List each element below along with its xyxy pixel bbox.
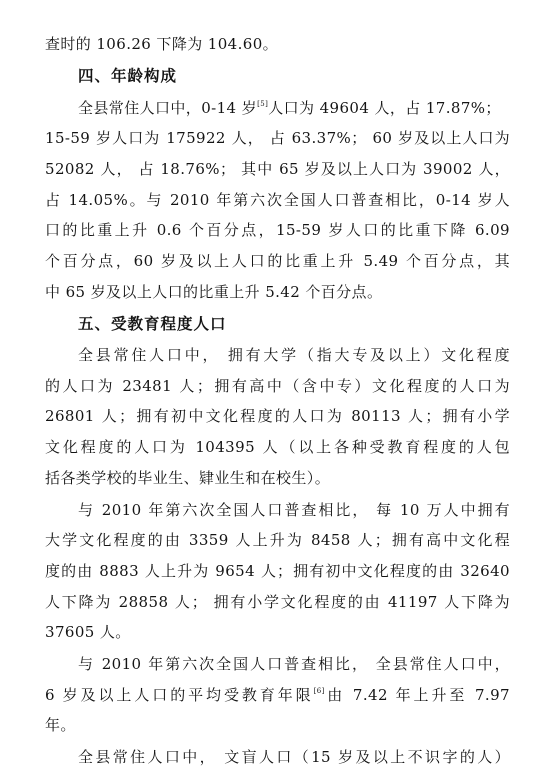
paragraph-line: 与 2010 年第六次全国人口普查相比， 全县常住人口中， xyxy=(78,655,510,673)
paragraph-line: 个百分点，60 岁及以上人口的比重上升 5.49 个百分点，其 xyxy=(45,252,510,270)
paragraph-line: 37605 人。 xyxy=(45,623,131,641)
paragraph-line: 与 2010 年第六次全国人口普查相比， 每 10 万人中拥有 xyxy=(78,501,510,519)
footnote-marker[interactable]: [6] xyxy=(313,687,325,695)
paragraph-line: 全县常住人口中， 拥有大学（指大专及以上）文化程度 xyxy=(78,346,510,364)
paragraph-line: 口的比重上升 0.6 个百分点，15-59 岁人口的比重下降 6.09 xyxy=(45,221,510,239)
paragraph-line: 26801 人；拥有初中文化程度的人口为 80113 人；拥有小学 xyxy=(45,407,510,425)
paragraph-line: 度的由 8883 人上升为 9654 人；拥有初中文化程度的由 32640 xyxy=(45,562,510,580)
paragraph-line: 占 14.05%。与 2010 年第六次全国人口普查相比，0-14 岁人 xyxy=(45,191,510,209)
paragraph-line: 6 岁及以上人口的平均受教育年限[6]由 7.42 年上升至 7.97 xyxy=(45,686,510,704)
paragraph-line: 的人口为 23481 人；拥有高中（含中专）文化程度的人口为 xyxy=(45,377,510,395)
section-heading-age: 四、年龄构成 xyxy=(78,67,178,85)
paragraph-line: 全县常住人口中，0-14 岁[5]人口为 49604 人，占 17.87%； xyxy=(78,99,501,117)
paragraph-line: 年。 xyxy=(45,716,76,734)
paragraph-line: 括各类学校的毕业生、肄业生和在校生）。 xyxy=(45,469,331,487)
paragraph-line: 文化程度的人口为 104395 人（以上各种受教育程度的人包 xyxy=(45,438,510,456)
paragraph-line: 全县常住人口中， 文盲人口（15 岁及以上不识字的人） xyxy=(78,748,510,766)
paragraph-line: 15-59 岁人口为 175922 人， 占 63.37%； 60 岁及以上人口为 xyxy=(45,129,510,147)
paragraph-line: 中 65 岁及以上人口的比重上升 5.42 个百分点。 xyxy=(45,283,383,301)
paragraph-line: 大学文化程度的由 3359 人上升为 8458 人；拥有高中文化程 xyxy=(45,531,510,549)
footnote-marker[interactable]: [5] xyxy=(257,100,269,108)
paragraph-line: 52082 人， 占 18.76%； 其中 65 岁及以上人口为 39002 人， xyxy=(45,160,510,178)
paragraph-line: 查时的 106.26 下降为 104.60。 xyxy=(45,35,279,53)
paragraph-line: 人下降为 28858 人； 拥有小学文化程度的由 41197 人下降为 xyxy=(45,593,510,611)
section-heading-education: 五、受教育程度人口 xyxy=(78,315,227,333)
